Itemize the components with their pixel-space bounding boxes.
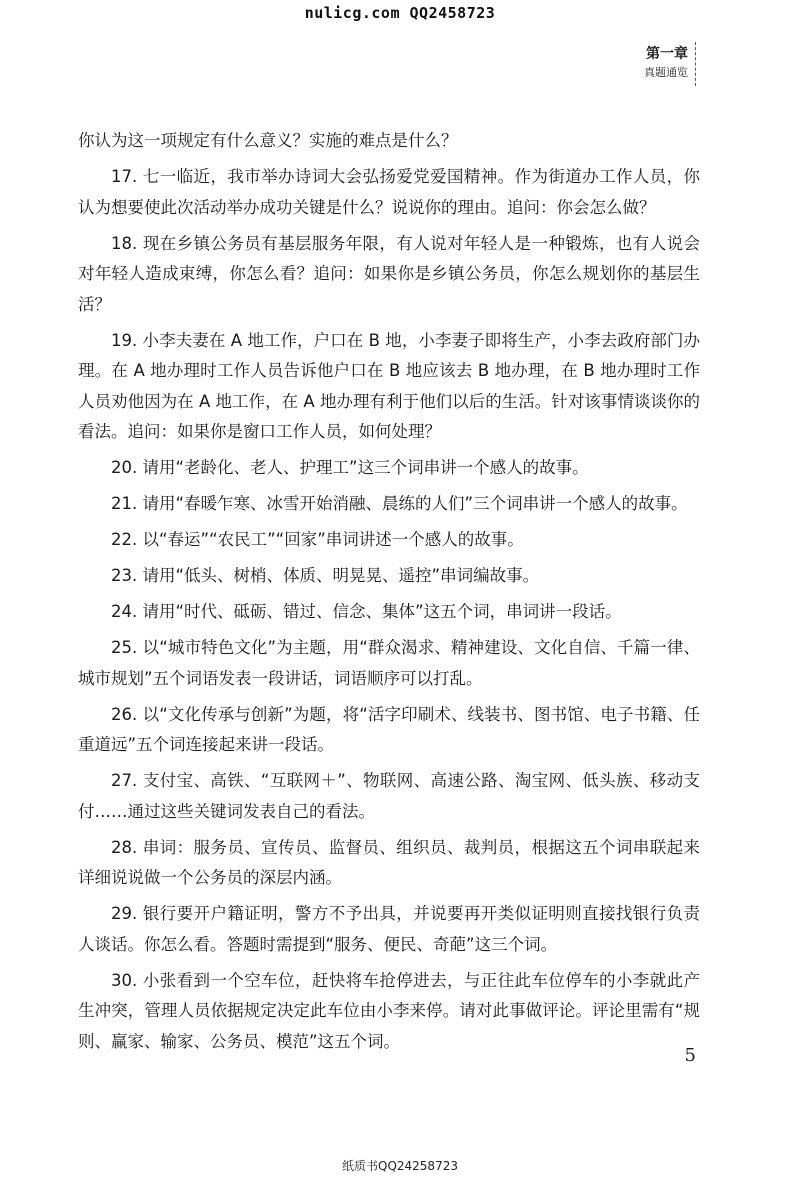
question-27: 27. 支付宝、高铁、“互联网＋”、物联网、高速公路、淘宝网、低头族、移动支付……通过这些关键词发表自己的看法。	[78, 771, 700, 821]
header-divider	[695, 42, 696, 86]
section-label: 真题通览	[644, 66, 688, 79]
question-26: 26. 以“文化传承与创新”为题，将“活字印刷术、线装书、图书馆、电子书籍、任重道远”五个词连接起来讲一段话。	[78, 704, 700, 754]
page-number: 5	[684, 1045, 696, 1066]
question-25: 25. 以“城市特色文化”为主题，用“群众渴求、精神建设、文化自信、千篇一律、城市规划”五个词语发表一段讲话，词语顺序可以打乱。	[78, 638, 700, 688]
question-28: 28. 串词：服务员、宣传员、监督员、组织员、裁判员，根据这五个词串联起来详细说说做一个公务员的深层内涵。	[78, 837, 700, 887]
question-29: 29. 银行要开户籍证明，警方不予出具，并说要再开类似证明则直接找银行负责人谈话。你怎么看。答题时需提到“服务、便民、奇葩”这三个词。	[78, 904, 700, 954]
question-20: 20. 请用“老龄化、老人、护理工”这三个词串讲一个感人的故事。	[111, 458, 589, 477]
top-watermark: nulicg.com QQ2458723	[304, 4, 496, 22]
question-17: 17. 七一临近，我市举办诗词大会弘扬爱党爱国精神。作为街道办工作人员，你认为想要使此次活动举办成功关键是什么？说说你的理由。追问：你会怎么做？	[78, 167, 700, 217]
question-23: 23. 请用“低头、树梢、体质、明晃晃、遥控”串词编故事。	[111, 566, 540, 585]
question-18: 18. 现在乡镇公务员有基层服务年限，有人说对年轻人是一种锻炼，也有人说会对年轻人造成束缚，你怎么看？追问：如果你是乡镇公务员，你怎么规划你的基层生活？	[78, 233, 700, 314]
continued-paragraph: 你认为这一项规定有什么意义？实施的难点是什么？	[78, 131, 458, 150]
question-30: 30. 小张看到一个空车位，赶快将车抢停进去，与正往此车位停车的小李就此产生冲突，管理人员依据规定决定此车位由小李来停。请对此事做评论。评论里需有“规则、赢家、输家、公务员、模范”这五个词。	[78, 970, 700, 1051]
question-21: 21. 请用“春暖乍寒、冰雪开始消融、晨练的人们”三个词串讲一个感人的故事。	[111, 494, 688, 513]
question-19: 19. 小李夫妻在 A 地工作，户口在 B 地，小李妻子即将生产，小李去政府部门办理。在 A 地办理时工作人员告诉他户口在 B 地应该去 B 地办理，在 B 地办理时工作人员劝他因为在 A 地工作，在 A 地办理有利于他们以后的生活。针对该事情谈谈你的看法。追问：如果你是窗口工作人员，如何处理？	[78, 330, 700, 441]
chapter-label: 第一章	[646, 46, 688, 62]
question-24: 24. 请用“时代、砥砺、错过、信念、集体”这五个词，串词讲一段话。	[111, 602, 622, 621]
page-body	[78, 126, 700, 1063]
running-header	[644, 44, 688, 82]
bottom-watermark: 纸质书QQ24258723	[342, 1159, 458, 1173]
question-22: 22. 以“春运”“农民工”“回家”串词讲述一个感人的故事。	[111, 530, 524, 549]
